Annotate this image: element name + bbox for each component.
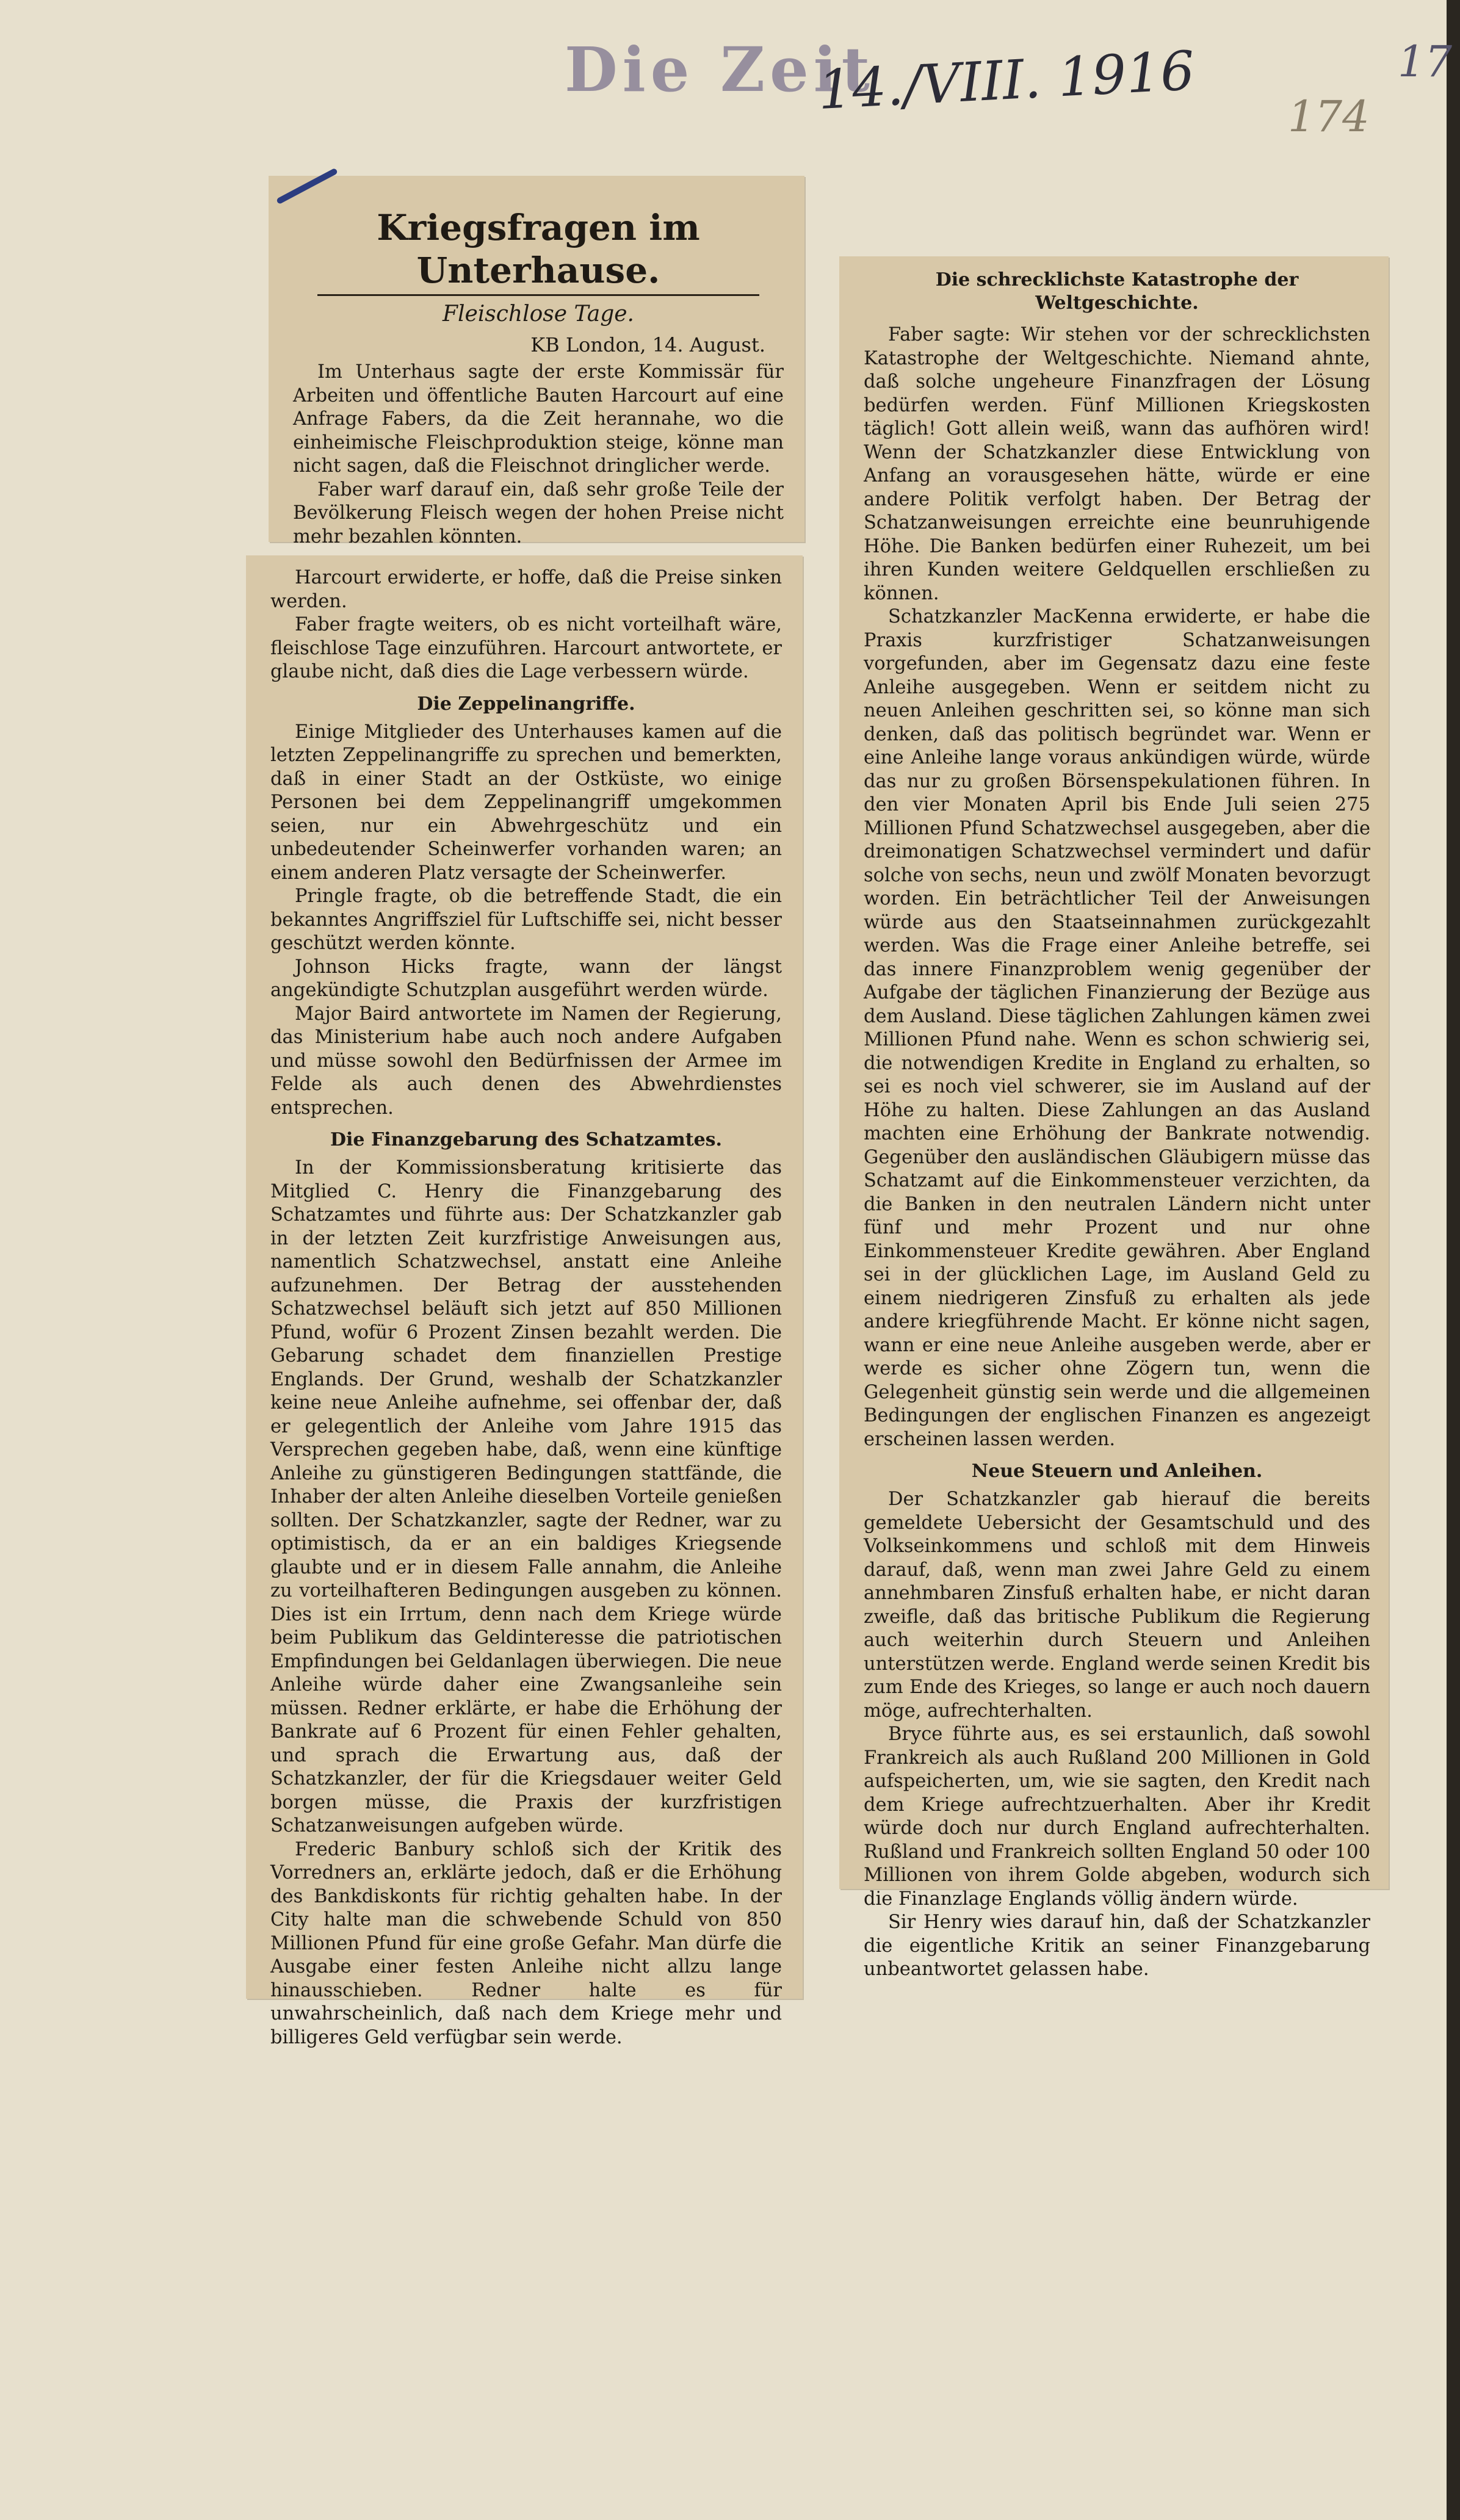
handwritten-date: 14./VIII. 1916 [816, 38, 1196, 122]
paragraph: Schatzkanzler MacKenna erwiderte, er habe die Praxis kurzfristiger Schatzanweisungen vorgefunden, aber im Gegensatz dazu eine feste Anleihe ausgegeben. Wenn er seitdem nicht zu neuen Anleihen geschritten sei, so könne man sich denken, daß das politisch begründet war. Wenn er eine Anleihe lange voraus ankündigen würde, würde das nur zu großen Börsenspekulationen führen. In den vier Monaten April bis Ende Juli seien 275 Millionen Pfund Schatzwechsel ausgegeben, aber die dreimonatigen Schatzwechsel vermindert und dafür solche von sechs, neun und zwölf Monaten bevorzugt worden. Ein beträchtlicher Teil der Anweisungen würde aus den Staatseinnahmen zurückgezahlt werden. Was die Frage einer Anleihe betreffe, sei das innere Finanzproblem wenig gegenüber der Aufgabe der täglichen Finanzierung der Bezüge aus dem Ausland. Diese täglichen Zahlungen kämen zwei Millionen Pfund nahe. Wenn es schon schwierig sei, die notwendigen Kredite in England zu erhalten, so sei es noch viel schwerer, sie im Ausland auf der Höhe zu halten. Diese Zahlungen an das Ausland machten eine Erhöhung der Bankrate notwendig. Gegenüber den ausländischen Gläubigern müsse das Schatzamt auf die Einkommensteuer verzichten, da die Banken in den neutralen Ländern nicht unter fünf und mehr Prozent und nur ohne Einkommensteuer Kredite gewähren. Aber England sei in der glücklichen Lage, im Ausland Geld zu einem niedrigeren Zinsfuß zu erhalten als jede andere kriegführende Macht. Er könne nicht sagen, wann er eine neue Anleihe ausgeben werde, aber er werde es sicher ohne Zögern tun, wenn die Gelegenheit günstig sein werde und die allgemeinen Bedingungen der englischen Finanzen es angezeigt erscheinen lassen werden. [864, 606, 1370, 1450]
paragraph: Einige Mitglieder des Unterhauses kamen auf die letzten Zeppelinangriffe zu sprechen und bemerkten, daß in einer Stadt an der Ostküste, wo einige Personen bei dem Zeppelinangriff umgekommen seien, nur ein Abwehrgeschütz und ein unbedeutender Scheinwerfer vorhanden waren; an einem anderen Platz versagte der Scheinwerfer. [270, 721, 782, 884]
paragraph: Im Unterhaus sagte der erste Kommissär für Arbeiten und öffentliche Bauten Harcourt auf eine Anfrage Fabers, da die Zeit herannahe, wo die einheimische Fleischproduktion steige, könne man nicht sagen, daß die Fleischnot dringlicher werde. [293, 361, 784, 477]
section-heading: Die schrecklichste Katastrophe der Weltgeschichte. [935, 269, 1299, 314]
section-heading: Die Finanzgebarung des Schatzamtes. [330, 1129, 722, 1150]
paragraph: Bryce führte aus, es sei erstaunlich, daß sowohl Frankreich als auch Rußland 200 Millionen in Gold aufspeicherten, um, wie sie sagten, den Kredit nach dem Kriege aufrechtzuerhalten. Aber ihr Kredit würde doch nur durch England aufrechterhalten. Rußland und Frankreich sollten England 50 oder 100 Millionen von ihrem Golde abgeben, wodurch sich die Finanzlage Englands völlig ändern würde. [864, 1724, 1370, 1910]
paragraph: Major Baird antwortete im Namen der Regierung, das Ministerium habe auch noch andere Aufgaben und müsse sowohl den Bedürfnissen der Armee im Felde als auch denen des Abwehrdienstes entsprechen. [270, 1003, 782, 1119]
clipping-right-column [839, 256, 1389, 1980]
dateline: KB London, 14. August. [530, 333, 765, 356]
paragraph: Sir Henry wies darauf hin, daß der Schatzkanzler die eigentliche Kritik an seiner Finanzgebarung unbeantwortet gelassen habe. [864, 1912, 1370, 1980]
clipping-headline [269, 176, 804, 547]
page-number: 17 [1398, 37, 1453, 87]
paragraph: Pringle fragte, ob die betreffende Stadt, die ein bekanntes Angriffsziel für Luftschiffe sei, nicht besser geschützt werden könnte. [270, 886, 782, 954]
folio-number: 174 [1288, 92, 1370, 142]
paragraph: Faber sagte: Wir stehen vor der schrecklichsten Katastrophe der Weltgeschichte. Niemand ahnte, daß solche ungeheure Finanzfragen der Lösung bedürfen werden. Fünf Millionen Kriegskosten täglich! Gott allein weiß, wann das aufhören wird! Wenn der Schatzkanzler diese Entwicklung von Anfang an vorausgesehen hätte, würde er eine andere Politik verfolgt haben. Der Betrag der Schatzanweisungen erreichte eine beunruhigende Höhe. Die Banken bedürfen einer Ruhezeit, um bei ihren Kunden weitere Geldquellen erschließen zu können. [864, 324, 1370, 604]
article-subtitle: Fleischlose Tage. [442, 301, 634, 327]
paragraph: In der Kommissionsberatung kritisierte das Mitglied C. Henry die Finanzgebarung des Schatzamtes und führte aus: Der Schatzkanzler gab in der letzten Zeit kurzfristige Anweisungen aus, namentlich Schatzwechsel, anstatt eine Anleihe aufzunehmen. Der Betrag der ausstehenden Schatzwechsel beläuft sich jetzt auf 850 Millionen Pfund, wofür 6 Prozent Zinsen bezahlt werden. Die Gebarung schadet dem finanziellen Prestige Englands. Der Grund, weshalb der Schatzkanzler keine neue Anleihe aufnehme, sei offenbar der, daß er gelegentlich der Anleihe vom Jahre 1915 das Versprechen gegeben habe, daß, wenn eine künftige Anleihe zu günstigeren Bedingungen stattfände, die Inhaber der alten Anleihe dieselben Vorteile genießen sollten. Der Schatzkanzler, sagte der Redner, war zu optimistisch, da er an ein baldiges Kriegsende glaubte und er in diesem Falle annahm, die Anleihe zu vorteilhafteren Bedingungen ausgeben zu können. Dies ist ein Irrtum, denn nach dem Kriege würde beim Publikum das Geldinteresse die patriotischen Empfindungen bei Geldanlagen überwiegen. Die neue Anleihe würde daher eine Zwangsanleihe sein müssen. Redner erklärte, er habe die Erhöhung der Bankrate auf 6 Prozent für einen Fehler gehalten, und sprach die Erwartung aus, daß der Schatzkanzler, der für die Kriegsdauer weiter Geld borgen müsse, die Praxis der kurzfristigen Schatzanweisungen aufgeben würde. [270, 1157, 782, 1836]
paragraph: Faber fragte weiters, ob es nicht vorteilhaft wäre, fleischlose Tage einzuführen. Harcourt antwortete, er glaube nicht, daß dies die Lage verbessern würde. [270, 614, 782, 682]
section-heading: Die Zeppelinangriffe. [417, 693, 635, 715]
newspaper-stamp: Die Zeit [565, 34, 875, 106]
paragraph: Der Schatzkanzler gab hierauf die bereits gemeldete Uebersicht der Gesamtschuld und des Volkseinkommens und schloß mit dem Hinweis darauf, daß, wenn man zwei Jahre Geld zu einem annehmbaren Zinsfuß erhalten habe, er nicht daran zweifle, daß das britische Publikum die Regierung auch weiterhin durch Steuern und Anleihen unterstützen werde. England werde seinen Kredit bis zum Ende des Krieges, so lange er auch noch dauern möge, aufrechterhalten. [864, 1489, 1370, 1722]
paragraph: Harcourt erwiderte, er hoffe, daß die Preise sinken werden. [270, 567, 782, 612]
paragraph: Frederic Banbury schloß sich der Kritik des Vorredners an, erklärte jedoch, daß er die Erhöhung des Bankdiskonts für richtig gehalten habe. In der City halte man die schwebende Schuld von 850 Millionen Pfund für eine große Gefahr. Man dürfe die Ausgabe einer festen Anleihe nicht allzu lange hinausschieben. Redner halte es für unwahrscheinlich, daß nach dem Kriege mehr und billigeres Geld verfügbar sein werde. [270, 1838, 782, 2048]
article-title: Kriegsfragen im Unterhause. [317, 206, 759, 296]
clipping-left-column [246, 555, 803, 2048]
section-heading: Neue Steuern und Anleihen. [971, 1460, 1263, 1482]
paragraph: Faber warf darauf ein, daß sehr große Teile der Bevölkerung Fleisch wegen der hohen Preise nicht mehr bezahlen könnten. [293, 478, 784, 547]
paragraph: Johnson Hicks fragte, wann der längst angekündigte Schutzplan ausgeführt werden würde. [270, 956, 782, 1001]
